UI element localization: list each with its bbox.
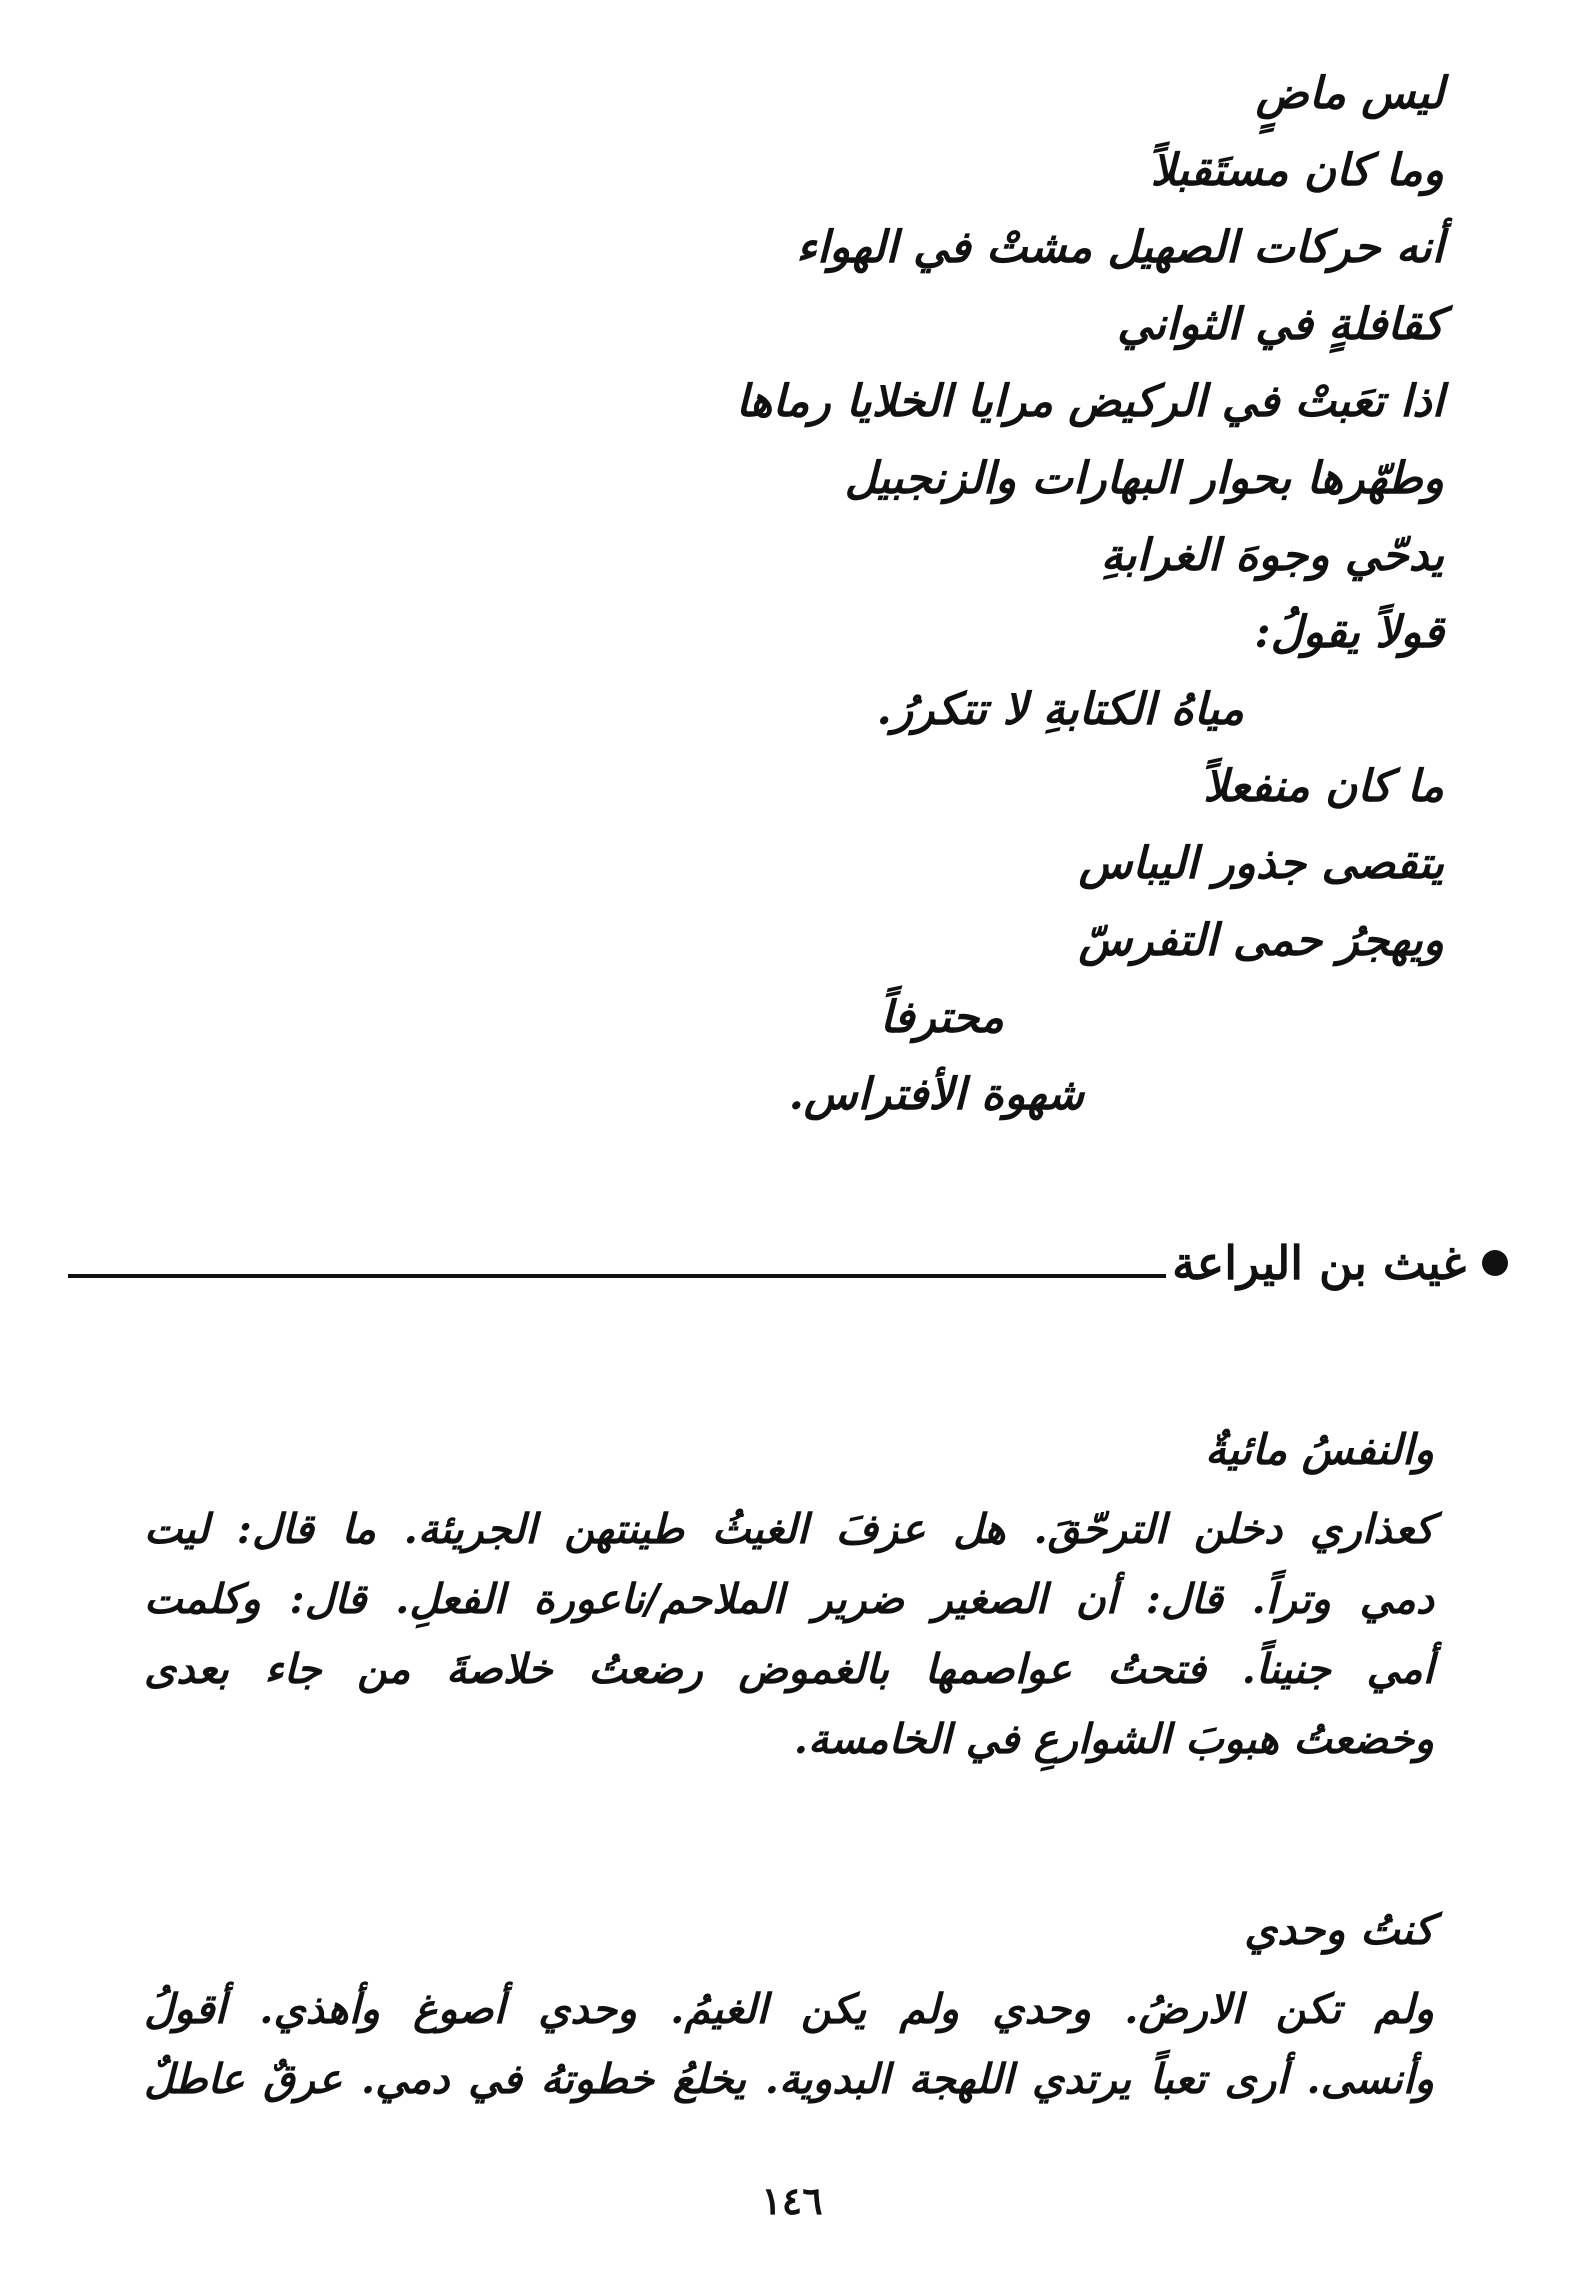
poem-line: ما كان منفعلاً	[1203, 761, 1444, 812]
prose-block	[144, 1900, 1434, 2114]
prose-line: ولم تكن الارضُ. وحدي ولم يكن الغيمُ. وحدي أصوغ وأهذي. أقولُ	[144, 1985, 1434, 2033]
poem-line: محترفاً	[880, 992, 1004, 1043]
poem-line: مياهُ الكتابةِ لا تتكررُ.	[876, 684, 1244, 735]
prose-line: كعذاري دخلن الترحّقَ. هل عزفَ الغيثُ طينتهن الجريئة. ما قال: ليت	[144, 1505, 1434, 1553]
prose-line: دمي وتراً. قال: أن الصغير ضرير الملاحم/ناعورة الفعلِ. قال: وكلمت	[144, 1575, 1434, 1623]
prose-line: أمي جنيناً. فتحتُ عواصمها بالغموض رضعتُ خلاصةَ من جاء بعدى	[144, 1645, 1434, 1693]
poem-line: أنه حركات الصهيل مشتْ في الهواء	[796, 222, 1444, 273]
prose-line: وخضعتُ هبوبَ الشوارعِ في الخامسة.	[793, 1715, 1434, 1763]
section-divider	[68, 1274, 1166, 1278]
prose-block	[144, 1420, 1434, 1774]
poem-line: اذا تعَبتْ في الركيض مرايا الخلايا رماها	[735, 376, 1444, 427]
poem-line: وطهّرها بحوار البهارات والزنجبيل	[844, 453, 1444, 504]
section-header	[68, 1228, 1508, 1298]
section-title: غيث بن اليراعة	[1172, 1236, 1466, 1290]
poem-line: قولاً يقولُ:	[1254, 607, 1444, 658]
poem-line: يدحّي وجوهَ الغرابةِ	[1100, 530, 1444, 581]
bullet-icon	[1482, 1250, 1508, 1276]
poem-line: ليس ماضٍ	[1255, 68, 1444, 119]
poem-line: ويهجرُ حمى التفرسّ	[1078, 915, 1444, 966]
prose-heading: والنفسُ مائيةٌ	[1204, 1425, 1434, 1474]
poem-line: يتقصى جذور اليباس	[1078, 838, 1444, 889]
prose-line: وأنسى. أرى تعباً يرتدي اللهجة البدوية. يخلعُ خطوتهُ في دمي. عرقٌ عاطلٌ	[144, 2055, 1434, 2103]
prose-heading: كنتُ وحدي	[1244, 1905, 1434, 1954]
page-number: ١٤٦	[761, 2178, 823, 2223]
poem-line: كقافلةٍ في الثواني	[1117, 299, 1444, 350]
poem-line: شهوة الأفتراس.	[788, 1069, 1084, 1120]
poem-block	[144, 55, 1444, 1133]
poem-line: وما كان مستَقبلاً	[1150, 145, 1444, 196]
